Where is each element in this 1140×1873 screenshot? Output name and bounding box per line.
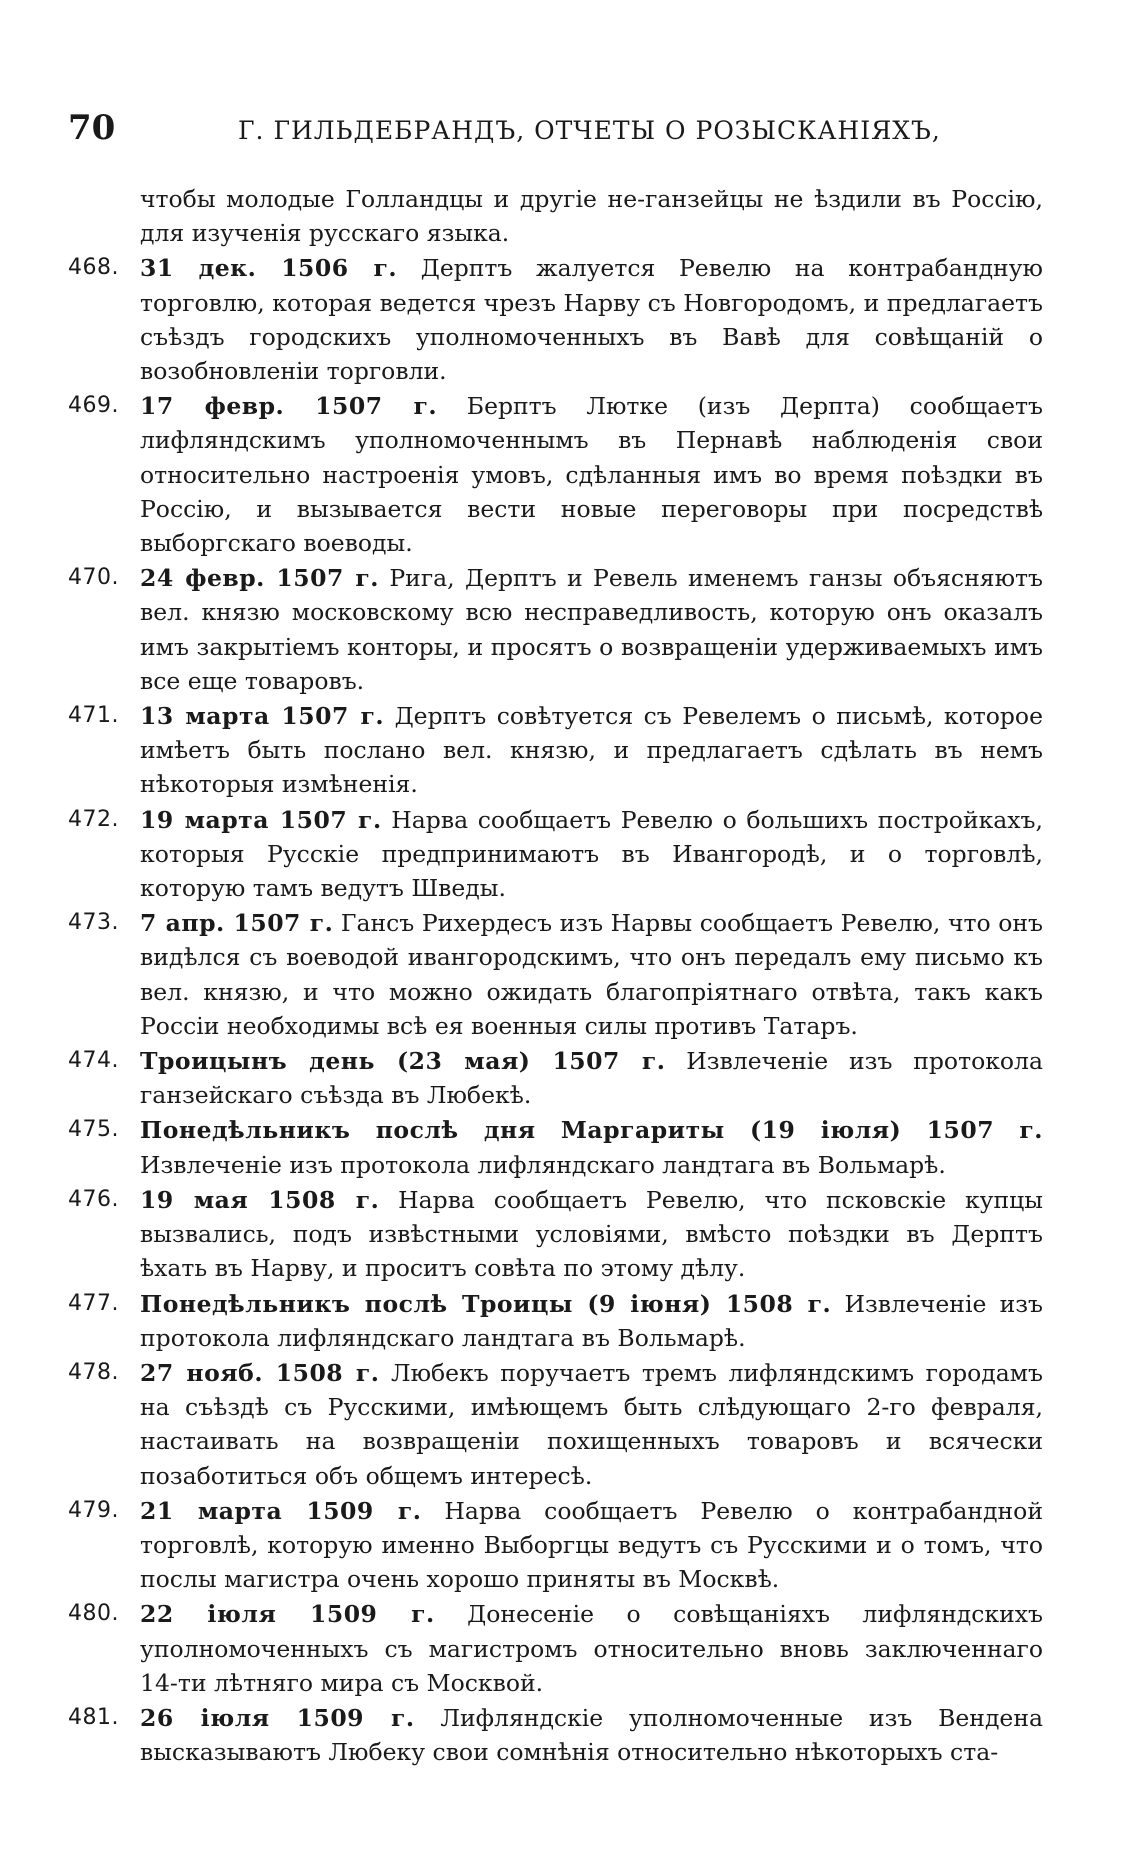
entry-478 [68,1356,1043,1493]
entry-date: 17 февр. 1507 г. [140,392,438,421]
entry-number: 468. [68,255,119,281]
entry-date: 21 марта 1509 г. [140,1496,422,1525]
entry-text: Нарва сообщаетъ Ревелю о контрабандной торговлѣ, которую именно Выборгцы ведутъ съ Русскими и о томъ, что послы магистра очень хорошо приняты въ Москвѣ. [140,1496,1043,1594]
entry-479 [68,1494,1043,1597]
entry-474 [68,1044,1043,1112]
entry-date: 19 марта 1507 г. [140,805,382,834]
entry-number: 477. [68,1290,119,1316]
entry-date: Понедѣльникъ послѣ дня Маргариты (19 іюля) 1507 г. [140,1116,1043,1145]
entry-text: Извлеченіе изъ протокола лифляндскаго ландтага въ Вольмарѣ. [140,1150,946,1179]
entry-text: Берптъ Лютке (изъ Дерпта) сообщаетъ лифляндскимъ уполномоченнымъ въ Пернавѣ наблюденія свои относительно настроенія умовъ, сдѣланныя имъ во время поѣздки въ Россію, и вызывается вести новые переговоры при посредствѣ выборгскаго воеводы. [140,392,1043,558]
entry-470 [68,561,1043,698]
entry-number: 476. [68,1186,119,1212]
entry-472 [68,803,1043,906]
entry-number: 470. [68,565,119,591]
entry-text: Рига, Дерптъ и Ревель именемъ ганзы объясняютъ вел. князю московскому всю несправедливость, которую онъ оказалъ имъ закрытіемъ конторы, и просятъ о возвращеніи удерживаемыхъ имъ все еще товаровъ. [140,564,1043,695]
entry-text: Донесеніе о совѣщаніяхъ лифляндскихъ уполномоченныхъ съ магистромъ относительно вновь заключеннаго 14-ти лѣтняго мира съ Москвой. [140,1600,1043,1697]
page-body [68,182,1043,1769]
entry-text: Гансъ Рихердесъ изъ Нарвы сообщаетъ Ревелю, что онъ видѣлся съ воеводой ивангородскимъ, что онъ передалъ ему письмо къ вел. князю, и что можно ожидать благопріятнаго отвѣта, такъ какъ Россіи необходимы всѣ ея военныя силы противъ Татаръ. [140,909,1043,1040]
running-head: Г. ГИЛЬДЕБРАНДЪ, ОТЧЕТЫ О РОЗЫСКАНІЯХЪ, [238,116,941,145]
entry-text: Лифляндскіе уполномоченные изъ Вендена высказываютъ Любеку свои сомнѣнія относительно нѣкоторыхъ ста- [140,1703,1043,1767]
entry-date: 22 іюля 1509 г. [140,1600,435,1629]
entry-480 [68,1597,1043,1700]
entry-text: Извлеченіе изъ протокола лифляндскаго ландтага въ Вольмарѣ. [140,1289,1044,1352]
entry-469 [68,389,1043,560]
entry-number: 475. [68,1117,119,1143]
entry-text: Нарва сообщаетъ Ревелю о большихъ постройкахъ, которыя Русскіе предпринимаютъ въ Ивангородѣ, и о торговлѣ, которую тамъ ведутъ Шведы. [140,805,1043,903]
entry-text: Нарва сообщаетъ Ревелю, что псковскіе купцы вызвались, подъ извѣстными условіями, вмѣсто поѣздки въ Дерптъ ѣхать въ Нарву, и проситъ совѣта по этому дѣлу. [140,1185,1043,1283]
page-number: 70 [68,108,116,148]
entry-date: 26 іюля 1509 г. [140,1703,415,1732]
entry-date: 19 мая 1508 г. [140,1185,380,1214]
entry-number: 481. [68,1704,119,1730]
entry-text: Дерптъ совѣтуется съ Ревелемъ о письмѣ, которое имѣетъ быть послано вел. князю, и предлагаетъ сдѣлать въ немъ нѣкоторыя измѣненія. [140,702,1043,799]
entry-476 [68,1183,1043,1286]
entry-477 [68,1287,1043,1355]
entry-date: Понедѣльникъ послѣ Троицы (9 іюня) 1508 г. [140,1289,832,1318]
entry-date: Троицынъ день (23 мая) 1507 г. [140,1047,666,1076]
entry-date: 31 дек. 1506 г. [140,254,398,283]
entry-text: Дерптъ жалуется Ревелю на контрабандную торговлю, которая ведется чрезъ Нарву съ Новгородомъ, и предлагаетъ съѣздъ городскихъ уполномоченныхъ въ Вавѣ для совѣщаній о возобновленіи торговли. [140,254,1043,386]
entry-481 [68,1701,1043,1769]
entry-471 [68,699,1043,802]
entry-number: 472. [68,806,119,832]
entry-number: 480. [68,1601,119,1627]
entry-date: 27 нояб. 1508 г. [140,1358,380,1387]
page-header [68,108,1038,148]
entry-468 [68,251,1043,388]
intro-paragraph: чтобы молодые Голландцы и другіе не-ганзейцы не ѣздили въ Россію, для изученія русскаго языка. [140,185,1043,248]
entry-473 [68,906,1043,1043]
entry-date: 13 марта 1507 г. [140,702,385,731]
entry-number: 473. [68,910,119,936]
entry-number: 479. [68,1497,119,1523]
entry-number: 471. [68,703,119,729]
entry-date: 7 апр. 1507 г. [140,909,334,938]
entry-date: 24 февр. 1507 г. [140,564,379,593]
entry-text: Извлеченіе изъ протокола ганзейскаго съѣзда въ Любекѣ. [140,1047,1043,1110]
entry-number: 478. [68,1359,119,1385]
entry-475 [68,1113,1043,1181]
entry-number: 469. [68,393,119,419]
entry-number: 474. [68,1048,119,1074]
entry-text: Любекъ поручаетъ тремъ лифляндскимъ городамъ на съѣздѣ съ Русскими, имѣющемъ быть слѣдующаго 2-го февраля, настаивать на возвращеніи похищенныхъ товаровъ и всячески позаботиться объ общемъ интересѣ. [140,1358,1044,1490]
